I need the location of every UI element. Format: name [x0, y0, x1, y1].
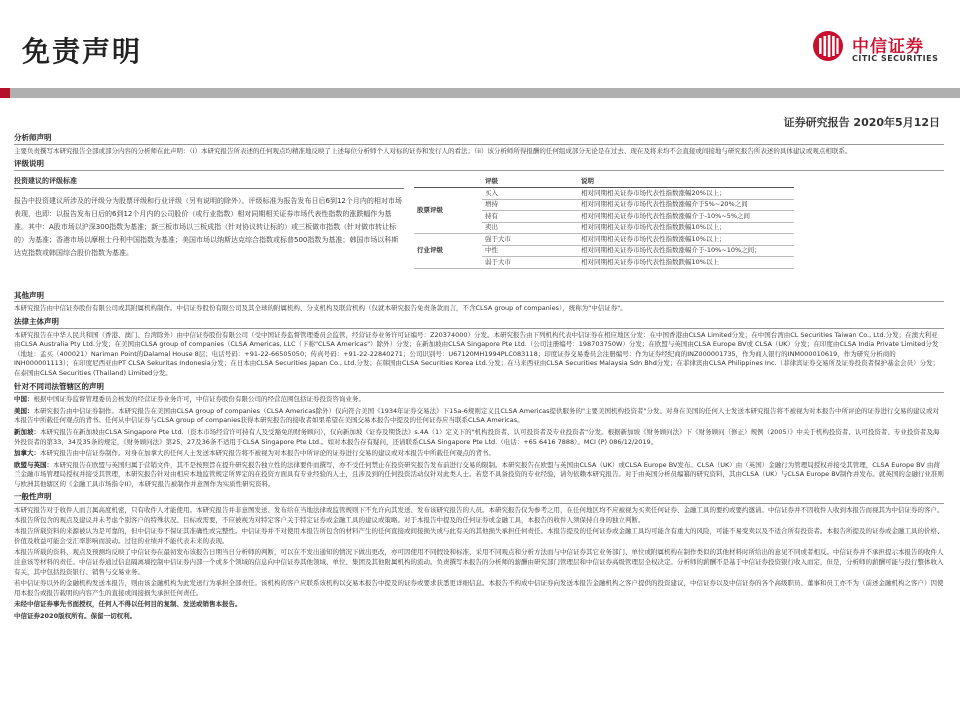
- regional-text: 本研究报告在新加坡由CLSA Singapore Pte Ltd.（资本市场经营许可持有人及受豁免的财务顾问），仅向新加坡《证券及期货法》s.4A（1）定义下的"机构投资者、认可投资者及专业投资者"分发。根据新加坡《财务顾问法》下《财务顾问（修正）规例（2005）》中关于机构投资者、认可投资者、专业投资者及海外投资者的第33、34及35条的规定，《财务顾问法》第25、27及36条不适用于CLSA Singapore Pte Ltd.。如对本报告存有疑问，还请联系CLSA Singapore Pte Ltd.（电话：+65 6416 7888）。MCI (P) 086/12/2019。: [14, 427, 940, 446]
- rating-heading: 评级说明: [14, 159, 944, 171]
- regional-item: [14, 407, 944, 426]
- general-heading: 一般性声明: [14, 492, 944, 504]
- table-row: [414, 188, 794, 200]
- regional-item: [14, 428, 944, 447]
- regional-item: [14, 461, 944, 490]
- regional-lead: 加拿大：: [14, 449, 40, 458]
- disclaimer-body: [14, 130, 944, 624]
- rating-desc: 相对同期相关证券市场代表性指数涨幅20%以上；: [578, 188, 794, 200]
- rating-group-name: 股票评级: [414, 188, 482, 234]
- rating-grade: 弱于大市: [482, 257, 578, 269]
- rating-grade: 强于大市: [482, 234, 578, 246]
- regional-text: 根据中国证券监督管理委员会核发的经营证券业务许可，中信证券股份有限公司的经营范围包括证券投资咨询业务。: [33, 395, 365, 404]
- rating-grade: 增持: [482, 199, 578, 211]
- rating-grade: 持有: [482, 211, 578, 223]
- rating-standard-text: 报告中投资建议所涉及的评级分为股票评级和行业评级（另有说明的除外）。评级标准为报告发布日后6到12个月内的相对市场表现，也即：以报告发布日后的6到12个月内的公司股价（或行业指数）相对同期相关证券市场代表性指数的涨跌幅作为基准。其中：A股市场以沪深300指数为基准；新三板市场以三板成指（针对协议转让标的）或三板做市指数（针对做市转让标的）为基准；香港市场以摩根士丹利中国指数为基准；美国市场以纳斯达克综合指数或标普500指数为基准；韩国市场以科斯达克指数或韩国综合股价指数为基准。: [14, 197, 402, 258]
- rating-grade: 买入: [482, 188, 578, 200]
- regional-item: [14, 395, 944, 405]
- header-band-accent: [0, 88, 10, 98]
- rating-standard: [14, 177, 404, 261]
- rating-table-header-cell: 评级: [482, 177, 578, 188]
- analyst-text: 主要负责撰写本研究报告全部或部分内容的分析师在此声明：（i）本研究报告所表述的任何观点均精准地反映了上述每位分析师个人对标的证券和发行人的看法；（ii）该分析师所得报酬的任何组成部分无论是在过去、现在及将来均不会直接或间接地与研究报告所表述的具体建议或观点相联系。: [14, 146, 852, 155]
- other-text: 本研究报告由中信证券股份有限公司或其附属机构制作。中信证券股份有限公司及其全球的附属机构、分支机构及联营机构（仅就本研究报告免责条款而言，不含CLSA group of companies），统称为"中信证券"。: [14, 304, 627, 313]
- rating-grade: 中性: [482, 245, 578, 257]
- table-row: [414, 234, 794, 246]
- rating-standard-heading: 投资建议的评级标准: [14, 177, 404, 190]
- rating-group-name: 行业评级: [414, 234, 482, 269]
- regional-lead: 美国：: [14, 406, 34, 415]
- rating-desc: 相对同期相关证券市场代表性指数跌幅10%以上: [578, 257, 794, 269]
- general-paragraph: 若中信证券以外的金融机构发送本报告，则由该金融机构为此发送行为承担全部责任。该机构的客户应联系该机构以交易本报告中提及的证券或要求获悉更详细信息。本报告不构成中信证券向发送本报告金融机构之客户提供的投资建议，中信证券以及中信证券的各个高级职员、董事和员工亦不为（前述金融机构之客户）因使用本报告或报告载明的内容产生的直接或间接损失承担任何责任。: [14, 579, 944, 597]
- rating-desc: 相对同期相关证券市场代表性指数涨幅介于-10%~10%之间；: [578, 245, 794, 257]
- regional-text: 本研究报告在欧盟与英国归属于营销文件，其不是按照旨在提升研究报告独立性的法律要件而撰写，亦不受任何禁止在投资研究报告发布前进行交易的限制。本研究报告在欧盟与英国由CLSA（UK）或CLSA Europe BV发布。CLSA（UK）由（英国）金融行为管理局授权并接受其管理，CLSA Europe BV 由荷兰金融市场管理局授权并接受其管理，本研究报告针对由相应本地监管规定所界定的在投资方面具有专业经验的人士，且涉及到的任何投资活动仅针对此类人士。若您不具备投资的专业经验，请勿依赖本研究报告。对于由英国分析员编纂的研究资料，其由CLSA（UK）与CLSA Europe BV制作并发布。就英国的金融行业准则与欧洲其他辖区的《金融工具市场指令II》，本研究报告被制作并意图作为实质性研究资料。: [14, 460, 944, 488]
- rating-section: [14, 177, 944, 287]
- regional-text: 本研究报告由中信证券制作。本研究报告在美国由CLSA group of companies（CLSA Americas除外）仅向符合美国《1934年证券交易法》下15a-6规则定义且CLSA Americas提供服务的"主要美国机构投资者"分发。对身在美国的任何人士发送本研究报告将不被视为对本报告中所评论的证券进行交易的建议或对本报告中所载任何观点的背书。任何从中信证券与CLSA group of companies获得本研究报告的接收者如果希望在美国交易本报告中提及的任何证券应当联系CLSA Americas。: [14, 406, 939, 425]
- other-heading: 其他声明: [14, 291, 944, 303]
- page-title: 免责声明: [22, 35, 143, 68]
- logo-text-cn: 中信证券: [852, 37, 924, 57]
- copyright-line: 中信证券2020版权所有。保留一切权利。: [14, 612, 137, 620]
- rating-table: [414, 177, 794, 269]
- legal-text: 本研究报告在中华人民共和国（香港、澳门、台湾除外）由中信证券股份有限公司（受中国证券监督管理委员会监管，经营证券业务许可证编号：Z20374000）分发。本研究报告由下列机构代表中信证券在相应地区分发：在中国香港由CLSA Limited分发；在中国台湾由CL Securities Taiwan Co., Ltd.分发；在澳大利亚由CLSA Australia Pty Ltd.分发；在美国由CLSA group of companies（CLSA Americas, LLC（下称"CLSA Americas"）除外）分发；在新加坡由CLSA Singapore Pte Ltd.（公司注册编号：198703750W）分发；在欧盟与英国由CLSA Europe BV或 CLSA（UK）分发；在印度由CLSA India Private Limited分发（地址：孟买（400021）Nariman Point的Dalamal House 8层；电话号码：+91-22-66505050；传真号码：+91-22-22840271；公司识别号：U67120MH1994PLC083118；印度证券交易委员会注册编号：作为证券经纪商的INZ000001735，作为商人银行的INM000010619，作为研究分析商的INH000001113）；在印度尼西亚由PT CLSA Sekuritas Indonesia分发；在日本由CLSA Securities Japan Co., Ltd.分发；在韩国由CLSA Securities Korea Ltd.分发；在马来西亚由CLSA Securities Malaysia Sdn Bhd分发；在菲律宾由CLSA Philippines Inc.（菲律宾证券交易所及证券投资者保护基金会员）分发；在泰国由CLSA Securities (Thailand) Limited分发。: [14, 330, 940, 377]
- rating-table-header: [414, 177, 794, 188]
- copyright-notice: 未经中信证券事先书面授权，任何人不得以任何目的复制、发送或销售本报告。: [14, 600, 242, 609]
- rating-grade: 卖出: [482, 222, 578, 234]
- regional-lead: 新加坡：: [14, 427, 40, 436]
- regional-lead: 欧盟与英国：: [14, 460, 53, 469]
- logo-text-en: CITIC SECURITIES: [852, 54, 939, 63]
- rating-table-header-cell: 说明: [578, 177, 794, 188]
- company-logo: [812, 28, 942, 68]
- regional-item: [14, 449, 944, 459]
- rating-desc: 相对同期相关证券市场代表性指数涨幅介于5%~20%之间: [578, 199, 794, 211]
- rating-desc: 相对同期相关证券市场代表性指数跌幅10%以上；: [578, 222, 794, 234]
- header-band: [0, 88, 960, 98]
- general-paragraph: 本报告所载资料的来源被认为是可靠的，但中信证券不保证其准确性或完整性。中信证券并不对使用本报告所包含的材料产生的任何直接或间接损失或与此有关的其他损失承担任何责任。本报告提及的任何证券或金融工具均可能含有重大的风险，可能不易变卖以及不适合所有投资者。本报告所提及的证券或金融工具的价格、价值及收益可能会受汇率影响而波动。过往的业绩并不能代表未来的表现。: [14, 527, 944, 545]
- report-date-line: 证券研究报告 2020年5月12日: [783, 116, 940, 129]
- regional-text: 本研究报告由中信证券制作。对身在加拿大的任何人士发送本研究报告将不被视为对本报告中所评论的证券进行交易的建议或对本报告中所载任何观点的背书。: [40, 449, 495, 458]
- citic-logo-icon: [812, 30, 844, 62]
- regional-lead: 中国：: [14, 395, 34, 404]
- rating-table-header-cell: [414, 177, 482, 188]
- legal-heading: 法律主体声明: [14, 317, 944, 329]
- rating-desc: 相对同期相关证券市场代表性指数涨幅10%以上；: [578, 234, 794, 246]
- general-paragraph: 本研究报告对于收件人而言属高度机密，只有收件人才能使用。本研究报告并非意图发送、发布给在当地法律或监管规则下不允许向其发送、发布该研究报告的人员。本研究报告仅为参考之用，在任何地区均不应被视为买卖任何证券、金融工具的要约或要约邀请。中信证券并不因收件人收到本报告而视其为中信证券的客户。本报告所包含的观点及建议并未考虑个别客户的特殊状况、目标或需要，不应被视为对特定客户关于特定证券或金融工具的建议或策略。对于本报告中提及的任何证券或金融工具，本报告的收件人须保持自身的独立判断。: [14, 506, 944, 524]
- general-paragraph: 本报告所载的资料、观点及预测均反映了中信证券在最初发布该报告日期当日分析师的判断，可以在不发出通知的情况下做出更改，亦可因使用不同假设和标准、采用不同观点和分析方法而与中信证券其它业务部门、单位或附属机构在制作类似的其他材料时所给出的意见不同或者相反。中信证券并不承担提示本报告的收件人注意该等材料的责任。中信证券通过信息隔离墙控制中信证券内部一个或多个领域的信息向中信证券其他领域、单位、集团及其他附属机构的流动。负责撰写本报告的分析师的薪酬由研究部门管理层和中信证券高级管理层全权决定。分析师的薪酬不是基于中信证券投资银行收入而定，但是，分析师的薪酬可能与投行整体收入有关，其中包括投资银行、销售与交易业务。: [14, 548, 944, 576]
- analyst-heading: 分析师声明: [14, 133, 944, 145]
- rating-desc: 相对同期相关证券市场代表性指数涨幅介于-10%~5%之间: [578, 211, 794, 223]
- regional-heading: 针对不同司法管辖区的声明: [14, 382, 944, 394]
